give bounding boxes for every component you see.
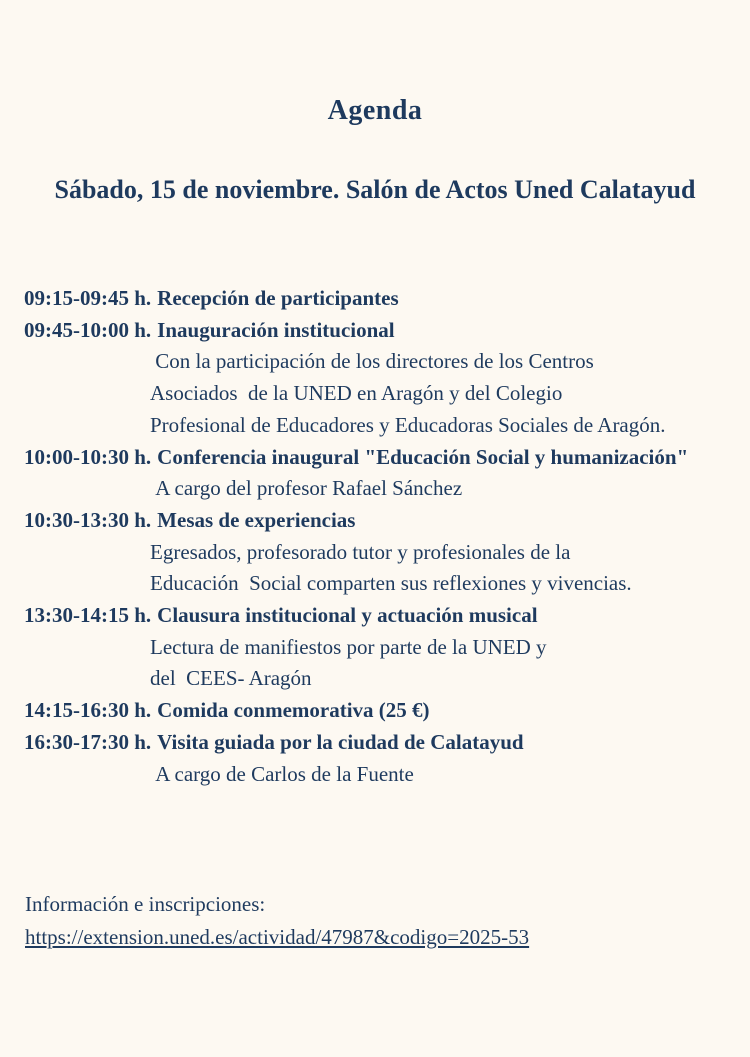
schedule-item — [24, 283, 732, 315]
schedule-item-time: 09:15-09:45 h. — [24, 286, 152, 310]
schedule-detail: A cargo de Carlos de la Fuente — [150, 761, 414, 786]
schedule-detail: Asociados de la UNED en Aragón y del Colegio — [150, 381, 563, 406]
schedule-item-line — [24, 600, 732, 632]
schedule-item-line — [24, 505, 732, 537]
schedule-detail: Profesional de Educadores y Educadoras Sociales de Aragón. — [150, 412, 666, 437]
schedule-detail: Educación Social comparten sus reflexiones y vivencias. — [150, 571, 632, 596]
schedule-item-title: Recepción de participantes — [157, 286, 399, 310]
schedule-item — [24, 727, 732, 790]
schedule-item-title: Inauguración institucional — [157, 317, 395, 342]
schedule-item-line — [24, 695, 732, 727]
schedule-detail: del CEES- Aragón — [150, 666, 312, 691]
page-title: Agenda — [327, 95, 423, 126]
schedule-item — [24, 442, 732, 505]
schedule-item-time: 10:30-13:30 h. — [24, 507, 152, 532]
schedule-item-line — [24, 283, 732, 315]
schedule-item-line — [24, 315, 732, 347]
schedule-item-time: 09:45-10:00 h. — [24, 317, 152, 342]
schedule-detail: A cargo del profesor Rafael Sánchez — [150, 476, 463, 501]
schedule-item-time: 13:30-14:15 h. — [24, 603, 152, 628]
schedule-item — [24, 505, 732, 600]
schedule-detail: Lectura de manifiestos por parte de la UNED y — [150, 634, 547, 659]
schedule-item — [24, 315, 732, 442]
info-label: Información e inscripciones: — [25, 892, 266, 916]
schedule-item-title: Comida conmemorativa (25 €) — [157, 698, 430, 723]
schedule-detail: Con la participación de los directores de los Centros — [150, 349, 594, 374]
schedule-item-title: Conferencia inaugural "Educación Social y humanización" — [157, 444, 689, 469]
schedule-item-time: 14:15-16:30 h. — [24, 698, 152, 723]
schedule-item-line — [24, 727, 732, 759]
schedule-list — [24, 283, 732, 790]
schedule-item-title: Clausura institucional y actuación musical — [157, 603, 538, 628]
schedule-item-time: 10:00-10:30 h. — [24, 444, 152, 469]
schedule-item-title: Visita guiada por la ciudad de Calatayud — [157, 729, 524, 754]
schedule-item — [24, 695, 732, 727]
event-subtitle: Sábado, 15 de noviembre. Salón de Actos Uned Calatayud — [54, 175, 696, 204]
registration-link[interactable]: https://extension.uned.es/actividad/47987&codigo=2025-53 — [25, 925, 530, 949]
schedule-item-title: Mesas de experiencias — [157, 507, 356, 532]
footer — [25, 888, 725, 954]
schedule-item-time: 16:30-17:30 h. — [24, 729, 152, 754]
schedule-item — [24, 600, 732, 695]
schedule-item-line — [24, 442, 732, 474]
schedule-detail: Egresados, profesorado tutor y profesionales de la — [150, 539, 571, 564]
